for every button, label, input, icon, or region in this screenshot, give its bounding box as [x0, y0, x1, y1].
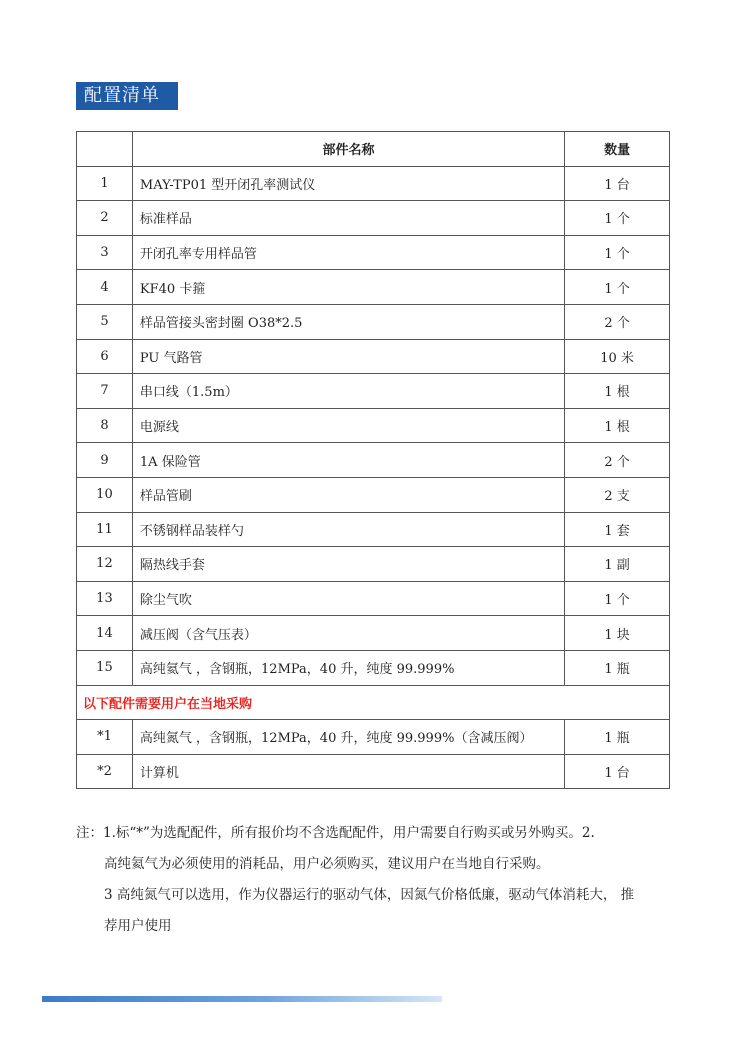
row-name: 高纯氮气 ，含钢瓶，12MPa，40 升，纯度 99.999%（含减压阀） — [132, 720, 564, 755]
table-row — [77, 720, 670, 755]
row-qty: 1 个 — [565, 201, 670, 236]
row-no: 5 — [77, 304, 133, 339]
row-qty: 1 个 — [565, 270, 670, 305]
row-qty: 10 米 — [565, 339, 670, 374]
row-qty: 1 根 — [565, 374, 670, 409]
section-note-row — [77, 685, 670, 720]
header-name: 部件名称 — [132, 132, 564, 167]
row-no: 3 — [77, 235, 133, 270]
table-row — [77, 201, 670, 236]
table-row — [77, 512, 670, 547]
row-qty: 1 个 — [565, 235, 670, 270]
section-title: 配置清单 — [76, 82, 178, 110]
row-name: 电源线 — [132, 408, 564, 443]
table-row — [77, 374, 670, 409]
table-row — [77, 547, 670, 582]
row-no: 14 — [77, 616, 133, 651]
row-name: 1A 保险管 — [132, 443, 564, 478]
row-name: PU 气路管 — [132, 339, 564, 374]
row-no: 4 — [77, 270, 133, 305]
row-qty: 1 台 — [565, 166, 670, 201]
header-no — [77, 132, 133, 167]
table-row — [77, 477, 670, 512]
note-line: 3 高纯氮气可以选用，作为仪器运行的驱动气体，因氮气价格低廉，驱动气体消耗大， 推 — [104, 887, 635, 903]
row-qty: 1 根 — [565, 408, 670, 443]
row-name: 不锈钢样品装样勺 — [132, 512, 564, 547]
row-no: 12 — [77, 547, 133, 582]
row-qty: 1 个 — [565, 581, 670, 616]
row-qty: 1 套 — [565, 512, 670, 547]
row-name: 隔热线手套 — [132, 547, 564, 582]
footer-decoration-bar — [42, 996, 442, 1002]
row-name: 样品管接头密封圈 O38*2.5 — [132, 304, 564, 339]
table-row — [77, 166, 670, 201]
row-no: 6 — [77, 339, 133, 374]
row-name: 样品管刷 — [132, 477, 564, 512]
note-line: 荐用户使用 — [104, 918, 172, 934]
row-qty: 1 瓶 — [565, 720, 670, 755]
note-line: 注：1.标“*”为选配配件，所有报价均不含选配配件，用户需要自行购买或另外购买。2. — [76, 825, 595, 841]
row-name: 除尘气吹 — [132, 581, 564, 616]
row-name: 标准样品 — [132, 201, 564, 236]
row-name: 开闭孔率专用样品管 — [132, 235, 564, 270]
table-row — [77, 443, 670, 478]
table-row — [77, 304, 670, 339]
table-header-row — [77, 132, 670, 167]
table-row — [77, 581, 670, 616]
table-row — [77, 650, 670, 685]
row-name: 计算机 — [132, 754, 564, 789]
table-row — [77, 235, 670, 270]
row-qty: 1 台 — [565, 754, 670, 789]
row-no: 9 — [77, 443, 133, 478]
row-qty: 2 个 — [565, 443, 670, 478]
local-purchase-note: 以下配件需要用户在当地采购 — [77, 685, 670, 720]
row-no: 10 — [77, 477, 133, 512]
table-row — [77, 408, 670, 443]
row-name: MAY-TP01 型开闭孔率测试仪 — [132, 166, 564, 201]
row-name: 减压阀（含气压表） — [132, 616, 564, 651]
header-qty: 数量 — [565, 132, 670, 167]
row-no: 13 — [77, 581, 133, 616]
row-no: *1 — [77, 720, 133, 755]
table-row — [77, 339, 670, 374]
row-no: 1 — [77, 166, 133, 201]
note-line: 高纯氦气为必须使用的消耗品，用户必须购买，建议用户在当地自行采购。 — [104, 856, 550, 872]
row-name: 串口线（1.5m） — [132, 374, 564, 409]
row-no: 7 — [77, 374, 133, 409]
row-no: 15 — [77, 650, 133, 685]
parts-table — [76, 131, 670, 789]
row-qty: 2 支 — [565, 477, 670, 512]
row-no: *2 — [77, 754, 133, 789]
row-name: KF40 卡箍 — [132, 270, 564, 305]
row-no: 8 — [77, 408, 133, 443]
row-no: 11 — [77, 512, 133, 547]
row-qty: 2 个 — [565, 304, 670, 339]
row-qty: 1 瓶 — [565, 650, 670, 685]
notes-block — [76, 818, 676, 942]
table-row — [77, 616, 670, 651]
row-qty: 1 副 — [565, 547, 670, 582]
table-row — [77, 270, 670, 305]
row-no: 2 — [77, 201, 133, 236]
row-name: 高纯氦气 ，含钢瓶，12MPa，40 升，纯度 99.999% — [132, 650, 564, 685]
table-row — [77, 754, 670, 789]
row-qty: 1 块 — [565, 616, 670, 651]
